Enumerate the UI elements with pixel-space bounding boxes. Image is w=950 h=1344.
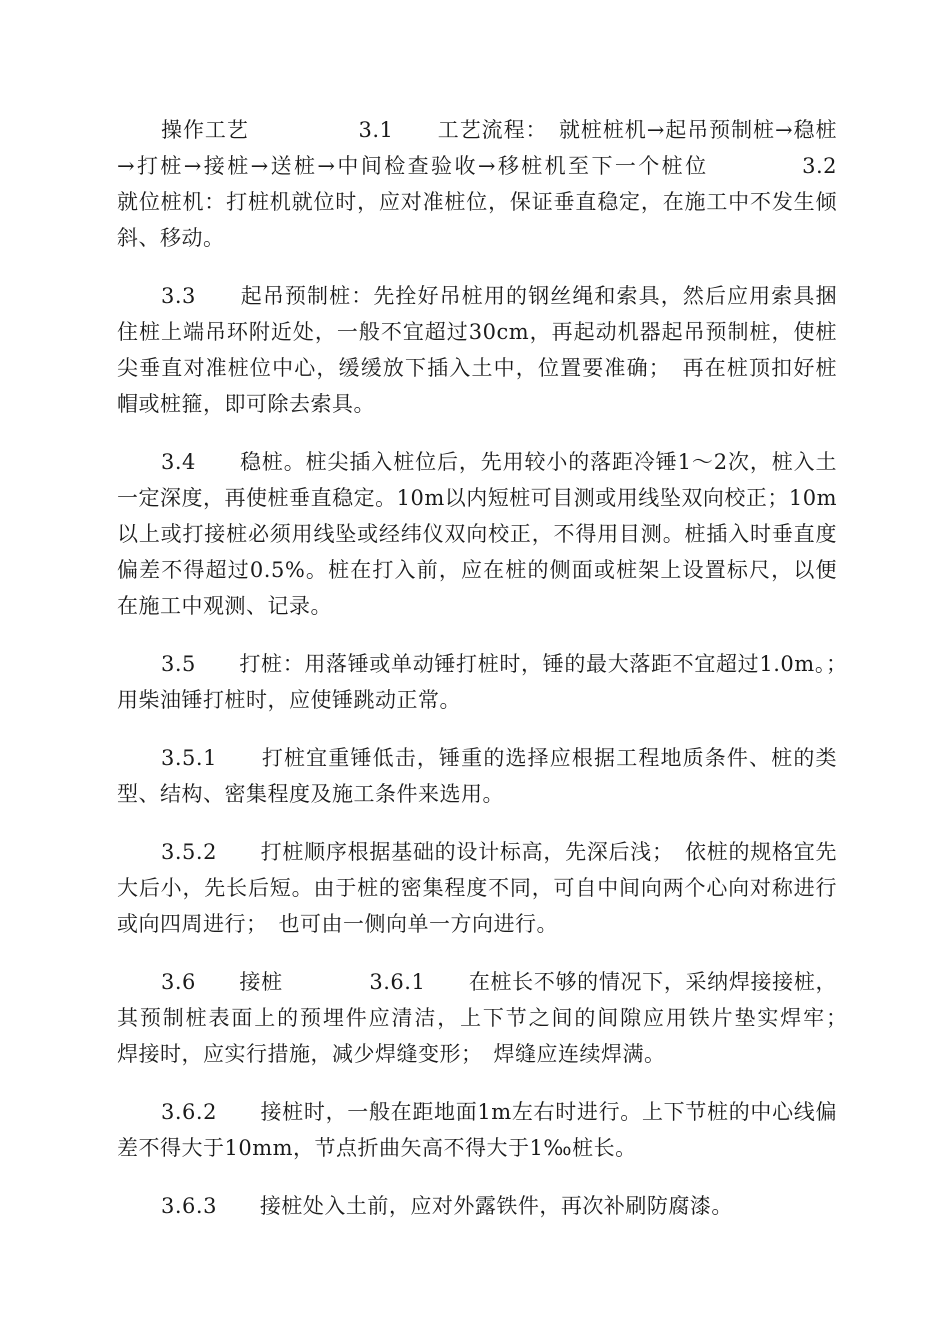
paragraph-process-flow: 操作工艺 3.1 工艺流程： 就桩桩机→起吊预制桩→稳桩→打桩→接桩→送桩→中间检查验收→移桩机至下一个桩位 3.2 就位桩机：打桩机就位时，应对准桩位，保证垂直稳定，在施工中不发生倾斜、移动。 xyxy=(117,118,880,250)
paragraph-driving-pile: 3.5 打桩：用落锤或单动锤打桩时，锤的最大落距不宜超过1.0m。； 用柴油锤打桩时，应使锤跳动正常。 xyxy=(117,652,859,712)
paragraph-driving-order: 3.5.2 打桩顺序根据基础的设计标高，先深后浅； 依桩的规格宜先大后小，先长后短。由于桩的密集程度不同，可自中间向两个心向对称进行或向四周进行； 也可由一侧向单一方向进行。 xyxy=(117,840,837,936)
paragraph-hammer-selection: 3.5.1 打桩宜重锤低击，锤重的选择应根据工程地质条件、桩的类型、结构、密集程度及施工条件来选用。 xyxy=(117,746,837,806)
paragraph-splice-tolerance: 3.6.2 接桩时，一般在距地面1m左右时进行。上下节桩的中心线偏差不得大于10mm，节点折曲矢高不得大于1‰桩长。 xyxy=(117,1100,837,1160)
paragraph-lifting-pile: 3.3 起吊预制桩：先拴好吊桩用的钢丝绳和索具，然后应用索具捆住桩上端吊环附近处，一般不宜超过30cm，再起动机器起吊预制桩，使桩尖垂直对准桩位中心，缓缓放下插入土中，位置要准确； 再在桩顶扣好桩帽或桩箍，即可除去索具。 xyxy=(117,284,837,416)
document-body xyxy=(117,112,880,1246)
paragraph-anticorrosion: 3.6.3 接桩处入土前，应对外露铁件，再次补刷防腐漆。 xyxy=(161,1194,733,1218)
paragraph-stabilize-pile: 3.4 稳桩。桩尖插入桩位后，先用较小的落距冷锤1～2次，桩入土一定深度，再使桩垂直稳定。10m以内短桩可目测或用线坠双向校正；10m以上或打接桩必须用线坠或经纬仪双向校正，不得用目测。桩插入时垂直度偏差不得超过0.5%。桩在打入前，应在桩的侧面或桩架上设置标尺，以便在施工中观测、记录。 xyxy=(117,450,837,618)
paragraph-pile-splicing: 3.6 接桩 3.6.1 在桩长不够的情况下，采纳焊接接桩，其预制桩表面上的预埋件应清洁，上下节之间的间隙应用铁片垫实焊牢； 焊接时，应实行措施，减少焊缝变形； 焊缝应连续焊满。 xyxy=(117,970,859,1066)
